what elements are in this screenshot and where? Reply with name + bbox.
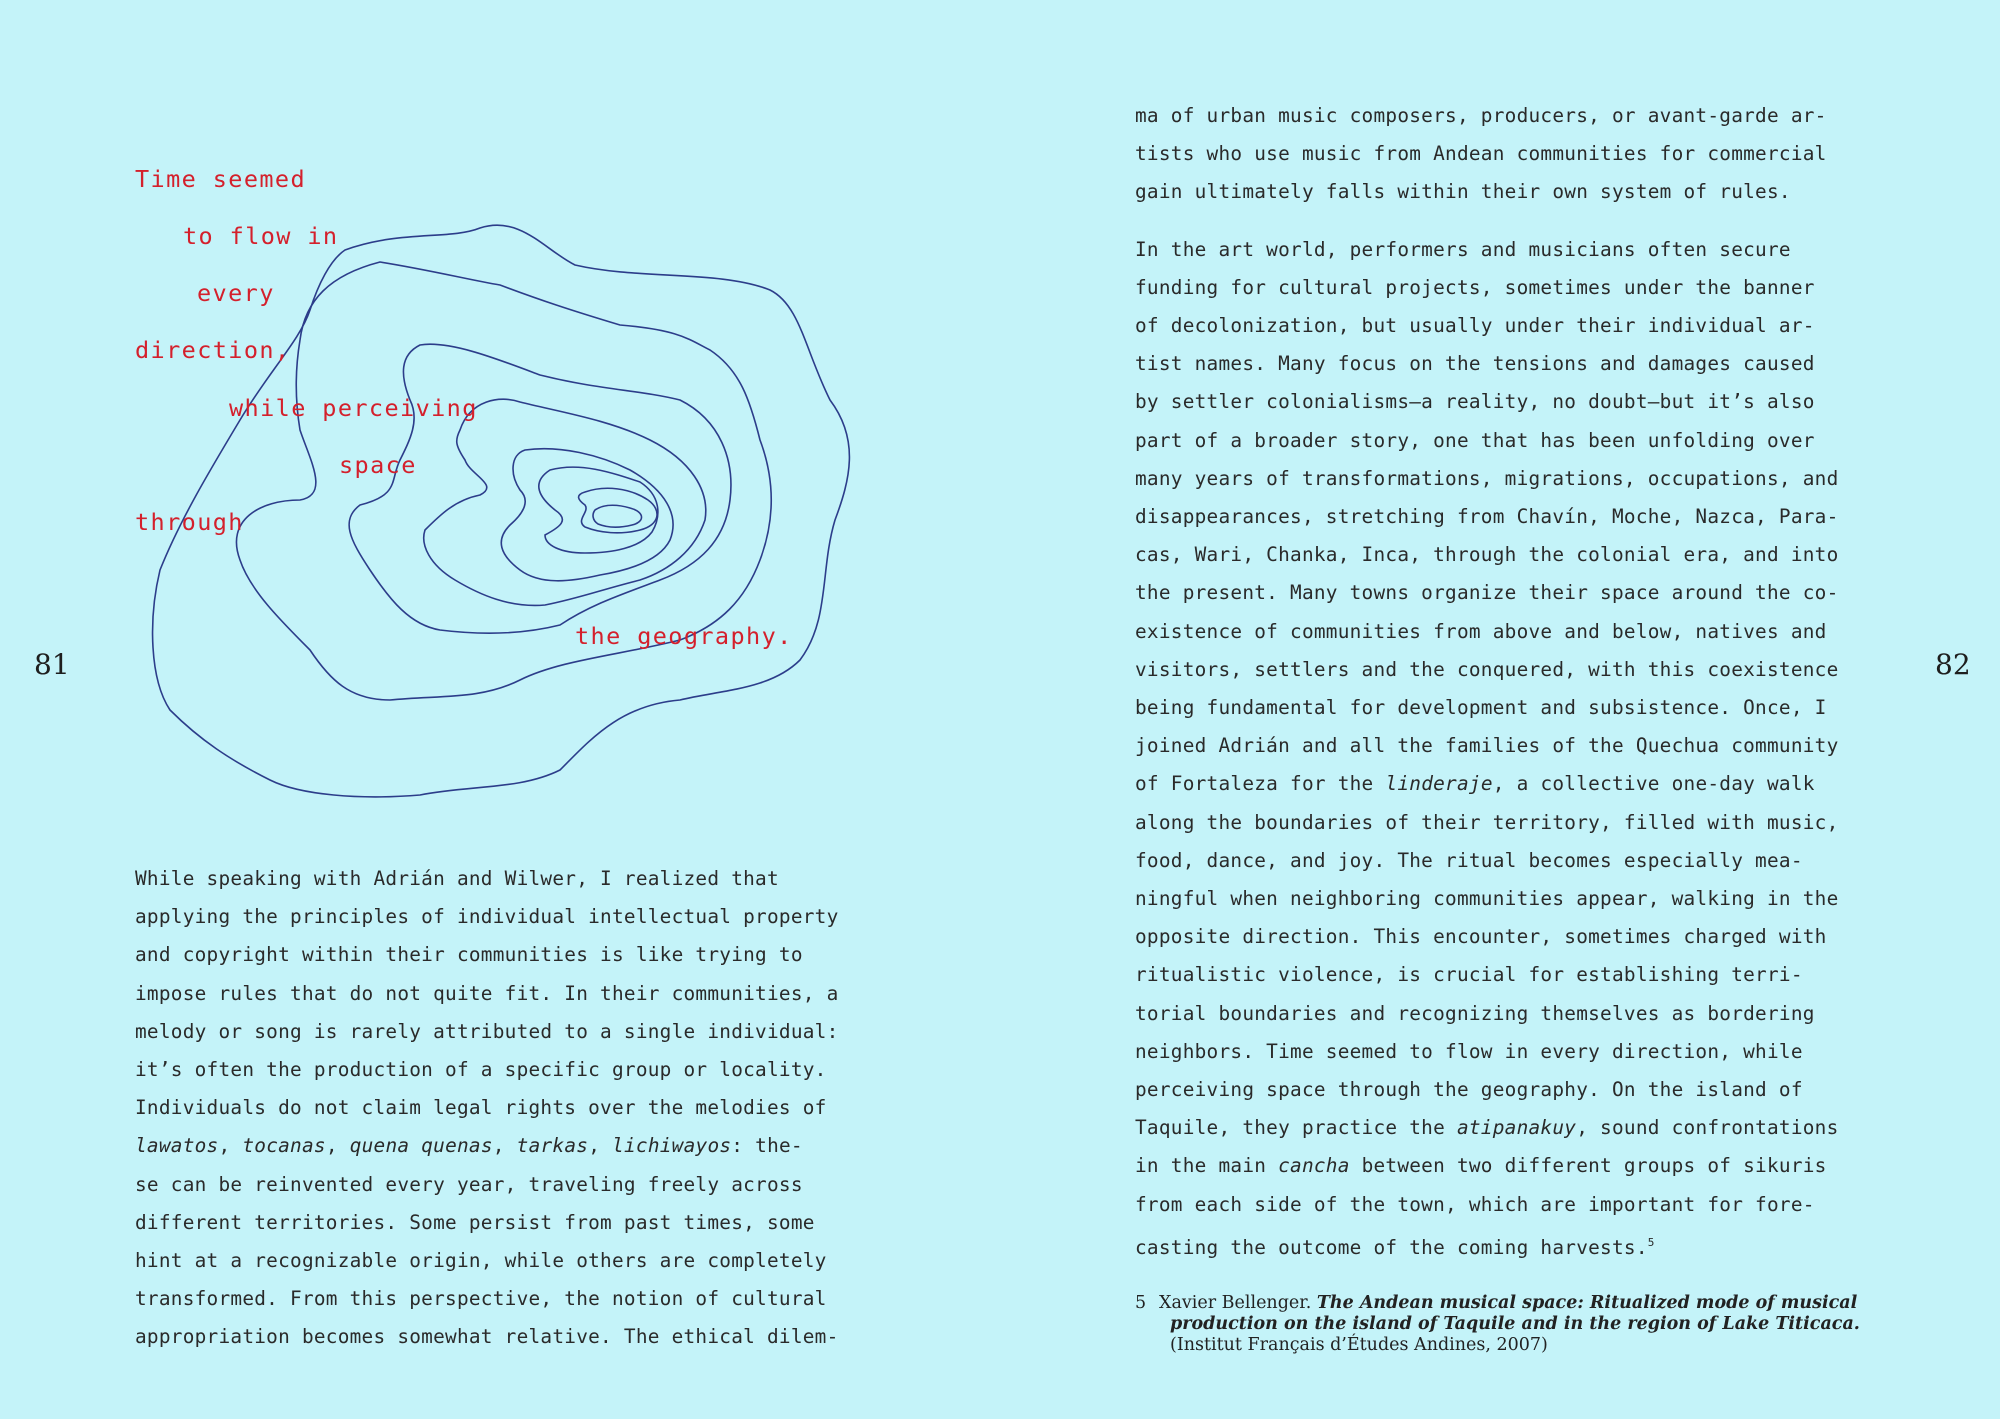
poem-line: while perceiving [229, 394, 478, 422]
right-column-body [1135, 97, 1880, 1267]
text-line: opposite direction. This encounter, sometimes charged with [1135, 925, 1827, 949]
text-line: disappearances, stretching from Chavín, Moche, Nazca, Para- [1135, 505, 1839, 529]
text-line: of Fortaleza for the linderaje, a collective one-day walk [1135, 772, 1815, 796]
text-line: casting the outcome of the coming harvests.$^5$ [1135, 1235, 1655, 1259]
footnote-marker[interactable]: 5 [1647, 1235, 1655, 1249]
footnote-title: production on the island of Taquile and in the region of Lake Titicaca. [1170, 1314, 1860, 1334]
text-line: impose rules that do not quite fit. In their communities, a [135, 981, 839, 1005]
italic-term: atipanakuy [1456, 1116, 1577, 1140]
poem-line: the geography. [575, 622, 793, 650]
contour-line-6 [539, 467, 658, 553]
footnote-number: 5 [1135, 1293, 1147, 1313]
footnote-publisher: (Institut Français d’Études Andines, 2007) [1170, 1335, 1548, 1355]
text-line: visitors, settlers and the conquered, with this coexistence [1135, 657, 1839, 681]
text-line: different territories. Some persist from past times, some [135, 1210, 815, 1234]
footnote-title: The Andean musical space: Ritualized mode of musical [1316, 1293, 1858, 1313]
text-line: ningful when neighboring communities appear, walking in the [1135, 887, 1839, 911]
text-line: of decolonization, but usually under their individual ar- [1135, 314, 1815, 338]
poem-line: to flow in [183, 222, 339, 250]
text-line: ritualistic violence, is crucial for establishing terri- [1135, 963, 1803, 987]
text-line: Taquile, they practice the atipanakuy, sound confrontations [1135, 1116, 1839, 1140]
text-line: food, dance, and joy. The ritual becomes especially mea- [1135, 848, 1803, 872]
paragraph-1 [1135, 97, 1880, 212]
left-column-body [135, 860, 875, 1357]
page-number-left: 81 [34, 648, 70, 681]
text-line: cas, Wari, Chanka, Inca, through the colonial era, and into [1135, 543, 1839, 567]
text-line: the present. Many towns organize their space around the co- [1135, 581, 1839, 605]
text-line: torial boundaries and recognizing themselves as bordering [1135, 1001, 1815, 1025]
footnote [1135, 1293, 1860, 1356]
contour-line-4 [424, 399, 706, 605]
text-line: ma of urban music composers, producers, or avant-garde ar- [1135, 104, 1827, 127]
text-line: tist names. Many focus on the tensions and damages caused [1135, 352, 1815, 376]
contour-line-3 [349, 344, 731, 633]
italic-term: cancha [1278, 1154, 1350, 1178]
text-line: While speaking with Adrián and Wilwer, I realized that [135, 867, 779, 890]
contour-line-1 [153, 225, 850, 797]
text-line: neighbors. Time seemed to flow in every direction, while [1135, 1039, 1803, 1063]
poem-line: Time seemed [135, 165, 307, 193]
text-line: appropriation becomes somewhat relative. The ethical dilem- [135, 1325, 839, 1349]
text-line: it’s often the production of a specific group or locality. [135, 1058, 827, 1082]
contour-line-8 [593, 505, 641, 527]
text-line: by settler colonialisms—a reality, no doubt—but it’s also [1135, 390, 1815, 414]
italic-term: quena quenas [349, 1134, 493, 1158]
text-line: joined Adrián and all the families of the Quechua community [1135, 734, 1839, 758]
text-line: melody or song is rarely attributed to a single individual: [135, 1019, 839, 1043]
italic-term: linderaje [1385, 772, 1493, 796]
text-line: existence of communities from above and below, natives and [1135, 619, 1827, 643]
text-line: transformed. From this perspective, the notion of cultural [135, 1287, 827, 1311]
poem-line: space [339, 451, 417, 479]
poem-line: every [197, 279, 275, 307]
italic-term: lawatos [135, 1134, 219, 1158]
text-line: many years of transformations, migrations, occupations, and [1135, 466, 1839, 490]
page-number-right: 82 [1935, 648, 1971, 681]
text-line: funding for cultural projects, sometimes under the banner [1135, 275, 1815, 299]
text-line: gain ultimately falls within their own system of rules. [1135, 180, 1791, 204]
poem-line: through [135, 508, 244, 536]
text-line: se can be reinvented every year, traveling freely across [135, 1172, 803, 1196]
italic-term: tocanas [242, 1134, 326, 1158]
paragraph-2 [1135, 231, 1880, 1267]
text-line: applying the principles of individual intellectual property [135, 905, 839, 929]
text-line: lawatos, tocanas, quena quenas, tarkas, lichiwayos: the- [135, 1134, 803, 1158]
text-line: Individuals do not claim legal rights over the melodies of [135, 1096, 827, 1120]
italic-term: tarkas [516, 1134, 589, 1158]
text-line: along the boundaries of their territory, filled with music, [1135, 810, 1839, 834]
text-line: being fundamental for development and subsistence. Once, I [1135, 696, 1827, 720]
footnote-author: Xavier Bellenger. [1159, 1293, 1312, 1313]
italic-term: lichiwayos [612, 1134, 732, 1158]
text-line: tists who use music from Andean communities for commercial [1135, 142, 1827, 166]
text-line: in the main cancha between two different groups of sikuris [1135, 1154, 1827, 1178]
text-line: In the art world, performers and musicians often secure [1135, 237, 1791, 261]
text-line: and copyright within their communities is like trying to [135, 943, 803, 967]
text-line: part of a broader story, one that has been unfolding over [1135, 428, 1815, 452]
text-line: hint at a recognizable origin, while others are completely [135, 1249, 827, 1273]
text-line: from each side of the town, which are important for fore- [1135, 1192, 1815, 1216]
contour-line-7 [579, 488, 657, 533]
text-line: perceiving space through the geography. On the island of [1135, 1078, 1803, 1102]
poem-line: direction, [135, 336, 291, 364]
